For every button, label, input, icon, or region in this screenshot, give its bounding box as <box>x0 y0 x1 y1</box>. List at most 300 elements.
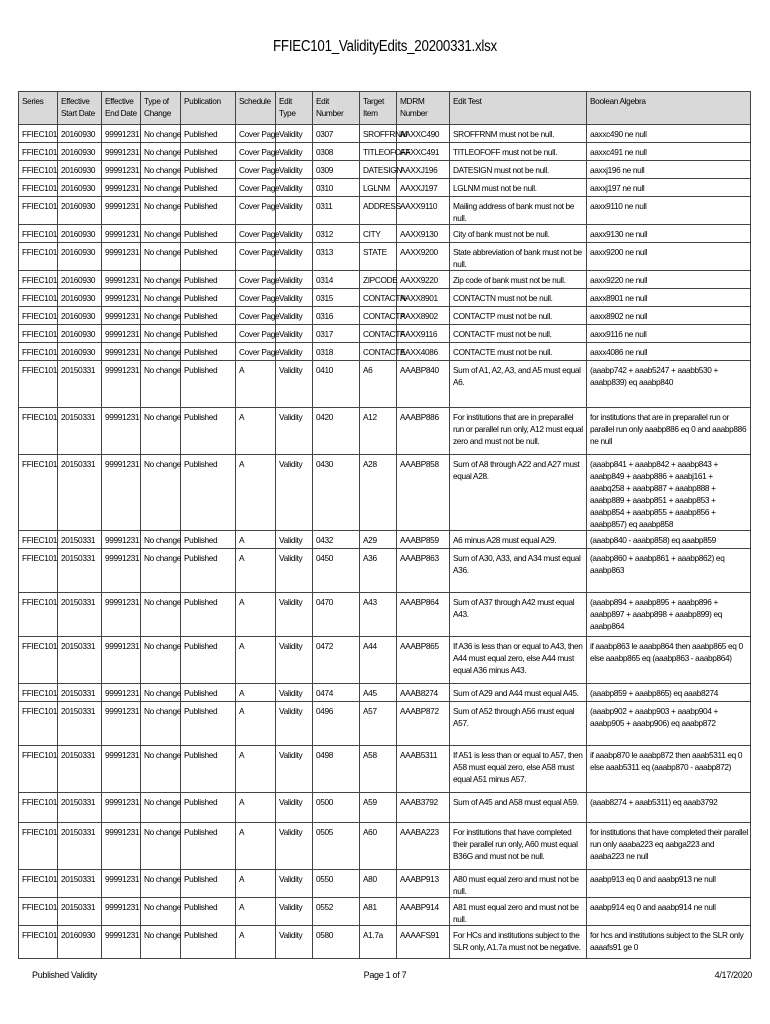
cell-start-date: 20150331 <box>58 702 102 746</box>
cell-edit-test: CONTACTN must not be null. <box>450 289 587 307</box>
cell-target-item: A57 <box>360 702 397 746</box>
cell-series: FFIEC101 <box>19 898 58 926</box>
cell-boolean-algebra: aaxx8902 ne null <box>587 307 751 325</box>
cell-edit-number: 0309 <box>313 161 360 179</box>
cell-publication: Published <box>181 593 236 637</box>
cell-edit-type: Validity <box>276 225 313 243</box>
cell-edit-type: Validity <box>276 823 313 870</box>
cell-schedule: A <box>236 549 276 593</box>
cell-edit-test: Sum of A52 through A56 must equal A57. <box>450 702 587 746</box>
table-row <box>19 225 751 243</box>
cell-edit-type: Validity <box>276 637 313 684</box>
cell-edit-test: Zip code of bank must not be null. <box>450 271 587 289</box>
col-header-edit-test: Edit Test <box>450 92 587 125</box>
cell-end-date: 99991231 <box>102 898 141 926</box>
cell-end-date: 99991231 <box>102 823 141 870</box>
cell-start-date: 20150331 <box>58 361 102 408</box>
cell-mdrm-number: AAXX9220 <box>397 271 450 289</box>
col-header-edit-number: Edit Number <box>313 92 360 125</box>
cell-target-item: A80 <box>360 870 397 898</box>
cell-start-date: 20160930 <box>58 307 102 325</box>
cell-series: FFIEC101 <box>19 793 58 823</box>
cell-schedule: Cover Page <box>236 289 276 307</box>
cell-boolean-algebra: (aaabp902 + aaabp903 + aaabp904 + aaabp905 + aaabp906) eq aaabp872 <box>587 702 751 746</box>
cell-type-of-change: No change <box>141 179 181 197</box>
cell-schedule: A <box>236 593 276 637</box>
cell-edit-number: 0498 <box>313 746 360 793</box>
table-row <box>19 926 751 959</box>
cell-schedule: A <box>236 870 276 898</box>
cell-publication: Published <box>181 289 236 307</box>
cell-start-date: 20160930 <box>58 179 102 197</box>
cell-boolean-algebra: aaxx8901 ne null <box>587 289 751 307</box>
cell-publication: Published <box>181 549 236 593</box>
cell-mdrm-number: AAXXC491 <box>397 143 450 161</box>
cell-type-of-change: No change <box>141 531 181 549</box>
cell-start-date: 20160930 <box>58 143 102 161</box>
cell-end-date: 99991231 <box>102 746 141 793</box>
cell-schedule: Cover Page <box>236 161 276 179</box>
cell-boolean-algebra: aaxxc491 ne null <box>587 143 751 161</box>
cell-target-item: CONTACTF <box>360 325 397 343</box>
cell-series: FFIEC101 <box>19 243 58 271</box>
table-row <box>19 408 751 455</box>
cell-edit-number: 0410 <box>313 361 360 408</box>
cell-schedule: A <box>236 702 276 746</box>
cell-edit-test: CONTACTF must not be null. <box>450 325 587 343</box>
cell-schedule: Cover Page <box>236 325 276 343</box>
cell-boolean-algebra: for institutions that have completed their parallel run only aaaba223 eq aabga223 and aaaba223 ne null <box>587 823 751 870</box>
cell-target-item: DATESIGN <box>360 161 397 179</box>
cell-type-of-change: No change <box>141 289 181 307</box>
cell-mdrm-number: AAXX9116 <box>397 325 450 343</box>
cell-edit-number: 0311 <box>313 197 360 225</box>
cell-mdrm-number: AAXXJ197 <box>397 179 450 197</box>
cell-series: FFIEC101 <box>19 455 58 531</box>
cell-publication: Published <box>181 179 236 197</box>
cell-edit-type: Validity <box>276 307 313 325</box>
cell-target-item: CONTACTE <box>360 343 397 361</box>
cell-end-date: 99991231 <box>102 243 141 271</box>
cell-series: FFIEC101 <box>19 125 58 143</box>
cell-type-of-change: No change <box>141 343 181 361</box>
cell-end-date: 99991231 <box>102 161 141 179</box>
cell-edit-type: Validity <box>276 870 313 898</box>
cell-mdrm-number: AAABP913 <box>397 870 450 898</box>
cell-target-item: A1.7a <box>360 926 397 959</box>
cell-edit-test: Sum of A37 through A42 must equal A43. <box>450 593 587 637</box>
cell-edit-number: 0470 <box>313 593 360 637</box>
table-row <box>19 702 751 746</box>
cell-target-item: ZIPCODE <box>360 271 397 289</box>
table-row <box>19 870 751 898</box>
cell-series: FFIEC101 <box>19 684 58 702</box>
cell-edit-type: Validity <box>276 361 313 408</box>
cell-mdrm-number: AAAB3792 <box>397 793 450 823</box>
cell-end-date: 99991231 <box>102 197 141 225</box>
table-row <box>19 307 751 325</box>
cell-schedule: Cover Page <box>236 179 276 197</box>
cell-start-date: 20160930 <box>58 197 102 225</box>
cell-boolean-algebra: (aaabp841 + aaabp842 + aaabp843 + aaabp849 + aaabp886 + aaabj161 + aaabq258 + aaabp887 + aaabp888 + aaabp889 + aaabp851 + aaabp853 + aaabp854 + aaabp855 + aaabp856 + aaabp857) eq aaabp858 <box>587 455 751 531</box>
cell-mdrm-number: AAXX9200 <box>397 243 450 271</box>
cell-boolean-algebra: (aaabp860 + aaabp861 + aaabp862) eq aaabp863 <box>587 549 751 593</box>
cell-start-date: 20160930 <box>58 243 102 271</box>
cell-edit-test: DATESIGN must not be null. <box>450 161 587 179</box>
cell-target-item: STATE <box>360 243 397 271</box>
cell-edit-test: Sum of A1, A2, A3, and A5 must equal A6. <box>450 361 587 408</box>
cell-mdrm-number: AAABP872 <box>397 702 450 746</box>
cell-target-item: A58 <box>360 746 397 793</box>
cell-series: FFIEC101 <box>19 361 58 408</box>
cell-start-date: 20160930 <box>58 926 102 959</box>
cell-boolean-algebra: (aaabp859 + aaabp865) eq aaab8274 <box>587 684 751 702</box>
cell-end-date: 99991231 <box>102 343 141 361</box>
cell-series: FFIEC101 <box>19 271 58 289</box>
cell-target-item: A29 <box>360 531 397 549</box>
cell-target-item: A36 <box>360 549 397 593</box>
cell-edit-number: 0318 <box>313 343 360 361</box>
cell-edit-number: 0313 <box>313 243 360 271</box>
cell-end-date: 99991231 <box>102 926 141 959</box>
cell-edit-type: Validity <box>276 531 313 549</box>
cell-type-of-change: No change <box>141 408 181 455</box>
cell-series: FFIEC101 <box>19 637 58 684</box>
cell-schedule: A <box>236 823 276 870</box>
table-row <box>19 531 751 549</box>
cell-edit-type: Validity <box>276 793 313 823</box>
table-row <box>19 143 751 161</box>
cell-edit-number: 0580 <box>313 926 360 959</box>
cell-type-of-change: No change <box>141 549 181 593</box>
cell-mdrm-number: AAABP858 <box>397 455 450 531</box>
cell-series: FFIEC101 <box>19 197 58 225</box>
cell-edit-type: Validity <box>276 746 313 793</box>
cell-schedule: A <box>236 793 276 823</box>
cell-edit-number: 0312 <box>313 225 360 243</box>
cell-series: FFIEC101 <box>19 325 58 343</box>
col-header-start-date: Effective Start Date <box>58 92 102 125</box>
cell-publication: Published <box>181 307 236 325</box>
cell-publication: Published <box>181 143 236 161</box>
cell-end-date: 99991231 <box>102 593 141 637</box>
cell-publication: Published <box>181 408 236 455</box>
cell-type-of-change: No change <box>141 197 181 225</box>
cell-publication: Published <box>181 243 236 271</box>
cell-edit-test: A81 must equal zero and must not be null. <box>450 898 587 926</box>
cell-schedule: Cover Page <box>236 125 276 143</box>
cell-series: FFIEC101 <box>19 408 58 455</box>
cell-start-date: 20150331 <box>58 898 102 926</box>
cell-schedule: Cover Page <box>236 197 276 225</box>
cell-schedule: A <box>236 926 276 959</box>
col-header-type-of-change: Type of Change <box>141 92 181 125</box>
table-row <box>19 361 751 408</box>
cell-edit-type: Validity <box>276 325 313 343</box>
col-header-end-date: Effective End Date <box>102 92 141 125</box>
cell-boolean-algebra: aaxx9220 ne null <box>587 271 751 289</box>
cell-end-date: 99991231 <box>102 793 141 823</box>
cell-boolean-algebra: if aaabp863 le aaabp864 then aaabp865 eq 0 else aaabp865 eq (aaabp863 - aaabp864) <box>587 637 751 684</box>
cell-series: FFIEC101 <box>19 926 58 959</box>
cell-type-of-change: No change <box>141 702 181 746</box>
footer-left: Published Validity <box>32 970 97 980</box>
cell-boolean-algebra: aaxx9110 ne null <box>587 197 751 225</box>
cell-edit-test: Sum of A8 through A22 and A27 must equal A28. <box>450 455 587 531</box>
table-row <box>19 343 751 361</box>
cell-boolean-algebra: (aaab8274 + aaab5311) eq aaab3792 <box>587 793 751 823</box>
cell-schedule: Cover Page <box>236 143 276 161</box>
cell-schedule: A <box>236 455 276 531</box>
cell-start-date: 20150331 <box>58 823 102 870</box>
cell-start-date: 20160930 <box>58 161 102 179</box>
cell-mdrm-number: AAXX9110 <box>397 197 450 225</box>
cell-schedule: A <box>236 531 276 549</box>
cell-end-date: 99991231 <box>102 455 141 531</box>
cell-series: FFIEC101 <box>19 531 58 549</box>
cell-start-date: 20160930 <box>58 225 102 243</box>
cell-edit-test: SROFFRNM must not be null. <box>450 125 587 143</box>
cell-edit-number: 0307 <box>313 125 360 143</box>
cell-publication: Published <box>181 870 236 898</box>
cell-edit-number: 0314 <box>313 271 360 289</box>
cell-target-item: A12 <box>360 408 397 455</box>
cell-edit-type: Validity <box>276 549 313 593</box>
cell-edit-type: Validity <box>276 702 313 746</box>
cell-series: FFIEC101 <box>19 593 58 637</box>
cell-edit-type: Validity <box>276 143 313 161</box>
cell-edit-number: 0308 <box>313 143 360 161</box>
cell-type-of-change: No change <box>141 243 181 271</box>
cell-end-date: 99991231 <box>102 531 141 549</box>
cell-publication: Published <box>181 455 236 531</box>
cell-edit-number: 0450 <box>313 549 360 593</box>
footer-date: 4/17/2020 <box>714 970 752 980</box>
cell-target-item: CONTACTN <box>360 289 397 307</box>
cell-edit-test: For institutions that have completed their parallel run only, A60 must equal B36G and must not be null. <box>450 823 587 870</box>
cell-edit-test: LGLNM must not be null. <box>450 179 587 197</box>
cell-type-of-change: No change <box>141 271 181 289</box>
cell-type-of-change: No change <box>141 125 181 143</box>
cell-boolean-algebra: for institutions that are in preparallel run or parallel run only aaabp886 eq 0 and aaabp886 ne null <box>587 408 751 455</box>
cell-mdrm-number: AAABP859 <box>397 531 450 549</box>
cell-start-date: 20160930 <box>58 271 102 289</box>
cell-end-date: 99991231 <box>102 361 141 408</box>
cell-type-of-change: No change <box>141 307 181 325</box>
table-row <box>19 271 751 289</box>
cell-edit-test: State abbreviation of bank must not be null. <box>450 243 587 271</box>
table-row <box>19 684 751 702</box>
cell-edit-number: 0505 <box>313 823 360 870</box>
cell-edit-number: 0316 <box>313 307 360 325</box>
cell-mdrm-number: AAXX8901 <box>397 289 450 307</box>
cell-edit-number: 0310 <box>313 179 360 197</box>
table-row <box>19 793 751 823</box>
cell-boolean-algebra: aaxxj196 ne null <box>587 161 751 179</box>
cell-publication: Published <box>181 125 236 143</box>
cell-edit-type: Validity <box>276 343 313 361</box>
cell-edit-number: 0552 <box>313 898 360 926</box>
cell-end-date: 99991231 <box>102 549 141 593</box>
cell-target-item: LGLNM <box>360 179 397 197</box>
cell-edit-type: Validity <box>276 271 313 289</box>
col-header-target-item: Target Item <box>360 92 397 125</box>
cell-edit-number: 0474 <box>313 684 360 702</box>
cell-publication: Published <box>181 684 236 702</box>
cell-publication: Published <box>181 531 236 549</box>
cell-schedule: Cover Page <box>236 225 276 243</box>
cell-end-date: 99991231 <box>102 702 141 746</box>
cell-publication: Published <box>181 926 236 959</box>
cell-mdrm-number: AAABA223 <box>397 823 450 870</box>
cell-edit-number: 0496 <box>313 702 360 746</box>
cell-edit-type: Validity <box>276 408 313 455</box>
cell-edit-test: City of bank must not be null. <box>450 225 587 243</box>
document-title: FFIEC101_ValidityEdits_20200331.xlsx <box>273 38 497 55</box>
cell-edit-type: Validity <box>276 197 313 225</box>
col-header-publication: Publication <box>181 92 236 125</box>
cell-type-of-change: No change <box>141 898 181 926</box>
cell-series: FFIEC101 <box>19 161 58 179</box>
cell-edit-test: CONTACTP must not be null. <box>450 307 587 325</box>
cell-publication: Published <box>181 343 236 361</box>
cell-boolean-algebra: aaxx9116 ne null <box>587 325 751 343</box>
cell-boolean-algebra: aaxxj197 ne null <box>587 179 751 197</box>
cell-publication: Published <box>181 793 236 823</box>
cell-start-date: 20150331 <box>58 684 102 702</box>
cell-schedule: Cover Page <box>236 343 276 361</box>
cell-boolean-algebra: (aaabp894 + aaabp895 + aaabp896 + aaabp897 + aaabp898 + aaabp899) eq aaabp864 <box>587 593 751 637</box>
cell-publication: Published <box>181 197 236 225</box>
cell-edit-test: If A36 is less than or equal to A43, then A44 must equal zero, else A44 must equal A36 minus A43. <box>450 637 587 684</box>
cell-type-of-change: No change <box>141 746 181 793</box>
cell-start-date: 20150331 <box>58 408 102 455</box>
cell-series: FFIEC101 <box>19 289 58 307</box>
cell-edit-type: Validity <box>276 125 313 143</box>
cell-publication: Published <box>181 823 236 870</box>
cell-mdrm-number: AAABP914 <box>397 898 450 926</box>
cell-target-item: A44 <box>360 637 397 684</box>
cell-start-date: 20150331 <box>58 593 102 637</box>
cell-boolean-algebra: aaxx9130 ne null <box>587 225 751 243</box>
cell-end-date: 99991231 <box>102 179 141 197</box>
col-header-series: Series <box>19 92 58 125</box>
cell-schedule: A <box>236 637 276 684</box>
cell-start-date: 20150331 <box>58 531 102 549</box>
cell-target-item: A45 <box>360 684 397 702</box>
cell-mdrm-number: AAABP865 <box>397 637 450 684</box>
cell-publication: Published <box>181 225 236 243</box>
col-header-edit-type: Edit Type <box>276 92 313 125</box>
cell-start-date: 20150331 <box>58 746 102 793</box>
table-row <box>19 746 751 793</box>
cell-target-item: A59 <box>360 793 397 823</box>
cell-edit-type: Validity <box>276 926 313 959</box>
cell-schedule: A <box>236 361 276 408</box>
cell-edit-test: For institutions that are in preparallel run or parallel run only, A12 must equal zero and must not be null. <box>450 408 587 455</box>
cell-edit-number: 0420 <box>313 408 360 455</box>
cell-end-date: 99991231 <box>102 271 141 289</box>
cell-type-of-change: No change <box>141 225 181 243</box>
cell-schedule: Cover Page <box>236 307 276 325</box>
cell-target-item: CITY <box>360 225 397 243</box>
cell-target-item: A60 <box>360 823 397 870</box>
cell-boolean-algebra: if aaabp870 le aaabp872 then aaab5311 eq 0 else aaab5311 eq (aaabp870 - aaabp872) <box>587 746 751 793</box>
cell-edit-type: Validity <box>276 898 313 926</box>
cell-edit-type: Validity <box>276 455 313 531</box>
cell-schedule: A <box>236 898 276 926</box>
cell-edit-number: 0430 <box>313 455 360 531</box>
cell-start-date: 20150331 <box>58 637 102 684</box>
cell-start-date: 20150331 <box>58 455 102 531</box>
validity-edits-table <box>18 91 751 959</box>
cell-edit-test: A80 must equal zero and must not be null. <box>450 870 587 898</box>
cell-edit-type: Validity <box>276 243 313 271</box>
cell-boolean-algebra: aaxx4086 ne null <box>587 343 751 361</box>
cell-start-date: 20150331 <box>58 870 102 898</box>
cell-edit-test: If A51 is less than or equal to A57, then A58 must equal zero, else A58 must equal A51 minus A57. <box>450 746 587 793</box>
cell-series: FFIEC101 <box>19 870 58 898</box>
cell-edit-number: 0315 <box>313 289 360 307</box>
table-body <box>19 125 751 959</box>
cell-publication: Published <box>181 325 236 343</box>
cell-boolean-algebra: (aaabp840 - aaabp858) eq aaabp859 <box>587 531 751 549</box>
cell-schedule: A <box>236 684 276 702</box>
cell-publication: Published <box>181 637 236 684</box>
cell-start-date: 20160930 <box>58 325 102 343</box>
table-row <box>19 179 751 197</box>
cell-type-of-change: No change <box>141 823 181 870</box>
cell-boolean-algebra: for hcs and institutions subject to the SLR only aaaafs91 ge 0 <box>587 926 751 959</box>
cell-edit-test: Sum of A30, A33, and A34 must equal A36. <box>450 549 587 593</box>
table-row <box>19 823 751 870</box>
header-row <box>19 92 751 125</box>
cell-series: FFIEC101 <box>19 343 58 361</box>
table-row <box>19 289 751 307</box>
cell-edit-type: Validity <box>276 161 313 179</box>
cell-mdrm-number: AAXX8902 <box>397 307 450 325</box>
cell-schedule: A <box>236 746 276 793</box>
cell-series: FFIEC101 <box>19 143 58 161</box>
cell-target-item: A81 <box>360 898 397 926</box>
cell-series: FFIEC101 <box>19 823 58 870</box>
cell-series: FFIEC101 <box>19 225 58 243</box>
cell-publication: Published <box>181 898 236 926</box>
cell-edit-test: TITLEOFOFF must not be null. <box>450 143 587 161</box>
col-header-mdrm-number: MDRM Number <box>397 92 450 125</box>
cell-mdrm-number: AAXX9130 <box>397 225 450 243</box>
cell-target-item: SROFFRNM <box>360 125 397 143</box>
cell-series: FFIEC101 <box>19 179 58 197</box>
table-row <box>19 325 751 343</box>
cell-end-date: 99991231 <box>102 870 141 898</box>
cell-publication: Published <box>181 702 236 746</box>
cell-series: FFIEC101 <box>19 702 58 746</box>
table-row <box>19 593 751 637</box>
cell-publication: Published <box>181 746 236 793</box>
cell-edit-number: 0550 <box>313 870 360 898</box>
cell-boolean-algebra: aaabp913 eq 0 and aaabp913 ne null <box>587 870 751 898</box>
cell-type-of-change: No change <box>141 870 181 898</box>
cell-boolean-algebra: aaxxc490 ne null <box>587 125 751 143</box>
cell-end-date: 99991231 <box>102 125 141 143</box>
table-row <box>19 455 751 531</box>
cell-mdrm-number: AAABP863 <box>397 549 450 593</box>
cell-type-of-change: No change <box>141 593 181 637</box>
cell-schedule: A <box>236 408 276 455</box>
table-row <box>19 637 751 684</box>
cell-start-date: 20160930 <box>58 125 102 143</box>
